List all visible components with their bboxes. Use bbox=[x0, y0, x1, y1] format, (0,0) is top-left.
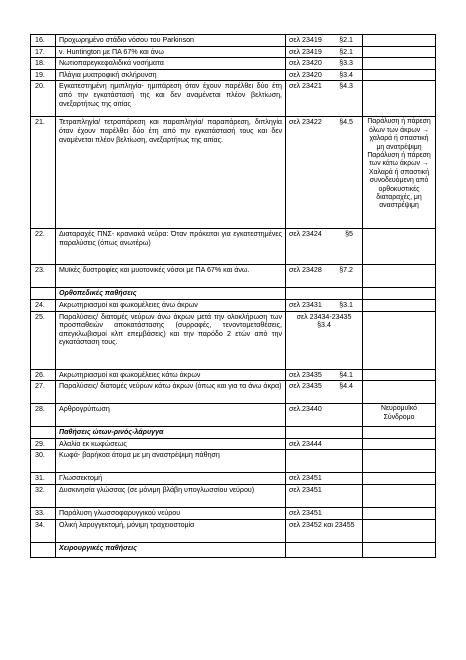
table-row bbox=[31, 519, 436, 542]
row-number: 31. bbox=[31, 473, 56, 485]
row-number: 26. bbox=[31, 369, 56, 381]
table-row bbox=[31, 117, 436, 229]
page-reference: σελ 23421 bbox=[289, 82, 322, 91]
table-row bbox=[31, 81, 436, 117]
section-reference: §3.1 bbox=[339, 300, 353, 309]
reference-cell bbox=[286, 117, 363, 229]
section-heading: Παθήσεις ώτων-ρινός-λάρυγγα bbox=[56, 427, 286, 439]
page-reference: σελ 23435 bbox=[289, 370, 322, 379]
reference-cell bbox=[286, 484, 363, 507]
condition-description: Τετραπληγία/ τετραπάρεση και παραπληγία/ παραπάρεση, διπληγία όταν έχουν παρέλθει δύο έτη από την εγκατάστασή τους και δεν αναμένεται πλέον βελτίωση, ανεξαρτήτως της αιτίας. bbox=[56, 117, 286, 229]
page-reference: σελ 23435 bbox=[289, 382, 322, 391]
section-heading: Ορθοπεδικές παθήσεις bbox=[56, 288, 286, 300]
reference-cell bbox=[286, 381, 363, 404]
page-reference: σελ 23451 bbox=[289, 474, 322, 483]
note-cell bbox=[363, 438, 436, 450]
row-number: 34. bbox=[31, 519, 56, 542]
note-cell bbox=[363, 450, 436, 473]
reference-wrap bbox=[289, 301, 359, 310]
condition-description: Διαταραχές ΠΝΣ- κρανιακά νεύρα: Όταν πρόκειται για εγκατεστημένες παραλύσεις (όπως ανωτέρω) bbox=[56, 229, 286, 265]
condition-description: Ολική λαρυγγεκτομή, μόνιμη τραχειοστομία bbox=[56, 519, 286, 542]
reference-cell bbox=[286, 542, 363, 557]
reference-cell bbox=[286, 473, 363, 485]
table-row bbox=[31, 46, 436, 58]
section-reference: §4.4 bbox=[339, 382, 353, 391]
page-reference: σελ 23431 bbox=[289, 300, 322, 309]
condition-description: Πλάγια μυατροφική σκλήρυνση bbox=[56, 69, 286, 81]
page-reference: σελ.23440 bbox=[289, 405, 322, 414]
table-row bbox=[31, 58, 436, 70]
reference-wrap bbox=[289, 59, 359, 68]
note-cell bbox=[363, 81, 436, 117]
row-number: 20. bbox=[31, 81, 56, 117]
note-cell bbox=[363, 265, 436, 288]
row-number bbox=[31, 542, 56, 557]
section-reference: §3.4 bbox=[339, 70, 353, 79]
table-row bbox=[31, 229, 436, 265]
page-reference: σελ 23420 bbox=[289, 70, 322, 79]
reference-cell bbox=[286, 265, 363, 288]
reference-wrap bbox=[289, 230, 359, 239]
condition-description: Αρθρογρύπωση bbox=[56, 404, 286, 427]
section-reference: §2.1 bbox=[339, 47, 353, 56]
condition-description: Ακρωτηριασμοί και φωκομέλειες κάτω άκρων bbox=[56, 369, 286, 381]
page-reference: σελ 23452 και 23455 bbox=[289, 520, 355, 529]
note-cell bbox=[363, 229, 436, 265]
conditions-table bbox=[30, 34, 436, 558]
reference-wrap bbox=[289, 71, 359, 80]
page-reference: σελ 23419 bbox=[289, 36, 322, 44]
page-reference: σελ 23434-23435 §3.4 bbox=[296, 312, 352, 330]
table-row bbox=[31, 35, 436, 47]
condition-description: ν. Huntington με ΠΑ 67% και άνω bbox=[56, 46, 286, 58]
note-cell bbox=[363, 381, 436, 404]
reference-cell bbox=[286, 438, 363, 450]
row-number bbox=[31, 288, 56, 300]
note-cell bbox=[363, 507, 436, 519]
section-reference: §7.2 bbox=[339, 266, 353, 275]
table-row bbox=[31, 484, 436, 507]
table-row bbox=[31, 69, 436, 81]
row-number: 16. bbox=[31, 35, 56, 47]
reference-cell bbox=[286, 404, 363, 427]
section-heading: Χειρουργικές παθήσεις bbox=[56, 542, 286, 557]
page-reference: σελ 23451 bbox=[289, 485, 322, 494]
table-row bbox=[31, 299, 436, 311]
row-number: 17. bbox=[31, 46, 56, 58]
reference-wrap bbox=[289, 36, 359, 45]
reference-cell bbox=[286, 35, 363, 47]
section-row bbox=[31, 427, 436, 439]
condition-description: Κωφά- βαρήκοα άτομα με μη αναστρέψιμη πάθηση bbox=[56, 450, 286, 473]
note-cell bbox=[363, 69, 436, 81]
section-row bbox=[31, 288, 436, 300]
condition-description: Δυσκινησία γλώσσας (σε μόνιμη βλάβη υπογλωσσίου νεύρου) bbox=[56, 484, 286, 507]
note-cell bbox=[363, 35, 436, 47]
row-number: 18. bbox=[31, 58, 56, 70]
row-number: 23. bbox=[31, 265, 56, 288]
page-reference: σελ 23422 bbox=[289, 118, 322, 127]
row-number: 27. bbox=[31, 381, 56, 404]
table-row bbox=[31, 473, 436, 485]
section-row bbox=[31, 542, 436, 557]
page-reference: σελ 23424 bbox=[289, 230, 322, 239]
reference-cell bbox=[286, 427, 363, 439]
note-cell bbox=[363, 58, 436, 70]
page-reference: σελ 23444 bbox=[289, 439, 322, 448]
table-row bbox=[31, 404, 436, 427]
section-reference: §3.3 bbox=[339, 59, 353, 68]
reference-cell bbox=[286, 46, 363, 58]
row-number: 30. bbox=[31, 450, 56, 473]
note-cell bbox=[363, 369, 436, 381]
table-row bbox=[31, 438, 436, 450]
page-reference: σελ 23419 bbox=[289, 47, 322, 56]
note-cell bbox=[363, 299, 436, 311]
table-row bbox=[31, 311, 436, 369]
note-cell bbox=[363, 46, 436, 58]
row-number: 32. bbox=[31, 484, 56, 507]
reference-wrap bbox=[289, 266, 359, 275]
note-cell bbox=[363, 288, 436, 300]
note-cell bbox=[363, 484, 436, 507]
table-row bbox=[31, 265, 436, 288]
reference-wrap bbox=[289, 48, 359, 57]
table-row bbox=[31, 369, 436, 381]
condition-description: Μυϊκές δυστροφίες και μυοτονικές νόσοι με ΠΑ 67% και άνω. bbox=[56, 265, 286, 288]
section-reference: §5 bbox=[345, 230, 353, 239]
reference-cell bbox=[286, 311, 363, 369]
reference-cell bbox=[286, 69, 363, 81]
condition-description: Παράλυση γλωσσοφαρυγγικού νεύρου bbox=[56, 507, 286, 519]
reference-cell bbox=[286, 299, 363, 311]
page-reference: σελ 23428 bbox=[289, 266, 322, 275]
reference-cell bbox=[286, 369, 363, 381]
section-reference: §4.3 bbox=[339, 82, 353, 91]
condition-description: Προχωρημένο στάδιο νόσου του Parkinson bbox=[56, 35, 286, 47]
table-row bbox=[31, 381, 436, 404]
condition-description: Αλαλία εκ κωφώσεως bbox=[56, 438, 286, 450]
row-number: 25. bbox=[31, 311, 56, 369]
section-reference: §2.1 bbox=[339, 36, 353, 44]
page-reference: σελ 23420 bbox=[289, 59, 322, 68]
condition-description: Νωτιοπαρεγκεφαλιδικά νοσήματα bbox=[56, 58, 286, 70]
reference-wrap bbox=[289, 82, 359, 91]
reference-cell bbox=[286, 58, 363, 70]
note-cell bbox=[363, 519, 436, 542]
row-number: 22. bbox=[31, 229, 56, 265]
condition-description: Παραλύσεις/ διατομές νεύρων κάτω άκρων (όπως και για τα άνω άκρα) bbox=[56, 381, 286, 404]
reference-cell bbox=[286, 81, 363, 117]
row-number: 29. bbox=[31, 438, 56, 450]
row-number: 28. bbox=[31, 404, 56, 427]
note-cell bbox=[363, 427, 436, 439]
note-cell bbox=[363, 473, 436, 485]
reference-wrap bbox=[289, 382, 359, 391]
note-cell: Νευρομυϊκό Σύνδρομο bbox=[363, 404, 436, 427]
reference-cell bbox=[286, 507, 363, 519]
row-number bbox=[31, 427, 56, 439]
condition-description: Παραλύσεις/ διατομές νεύρων άνω άκρων μετά την ολοκλήρωση των προσπαθειών αποκατάστασης (συρραφές, τενοντομεταθέσεις, απεγκλωβισμοί κλπ επεμβάσεις) και την παρόδο 2 ετών από την εγκατάσταση τους. bbox=[56, 311, 286, 369]
note-cell: Παράλυση ή πάρεση όλων των άκρων → χαλαρά ή σπαστική μη ανατρέψιμη Παράλυση ή πάρεση των κάτω άκρων → Χαλαρά ή σπαστική συνοδευόμενη από ορθοκυστικές διαταραχές, μη αναστρέψιμη bbox=[363, 117, 436, 229]
section-reference: §4.5 bbox=[339, 118, 353, 127]
table-row bbox=[31, 507, 436, 519]
page-reference: σελ 23451 bbox=[289, 508, 322, 517]
reference-cell bbox=[286, 519, 363, 542]
condition-description: Εγκατεστημένη ημιπληγία- ημιπάρεση όταν έχουν παρέλθει δύο έτη από την εγκατάστασή της και δεν αναμένεται πλέον βελτίωση, ανεξαρτήτως της αιτίας bbox=[56, 81, 286, 117]
row-number: 33. bbox=[31, 507, 56, 519]
note-cell bbox=[363, 311, 436, 369]
condition-description: Γλωσσεκτομή bbox=[56, 473, 286, 485]
reference-cell bbox=[286, 450, 363, 473]
reference-cell bbox=[286, 288, 363, 300]
row-number: 24. bbox=[31, 299, 56, 311]
section-reference: §4.1 bbox=[339, 370, 353, 379]
reference-wrap bbox=[289, 371, 359, 380]
table-row bbox=[31, 450, 436, 473]
note-cell bbox=[363, 542, 436, 557]
reference-cell bbox=[286, 229, 363, 265]
row-number: 19. bbox=[31, 69, 56, 81]
row-number: 21. bbox=[31, 117, 56, 229]
reference-wrap bbox=[289, 118, 359, 127]
condition-description: Ακρωτηριασμοί και φωκομέλειες άνω άκρων bbox=[56, 299, 286, 311]
